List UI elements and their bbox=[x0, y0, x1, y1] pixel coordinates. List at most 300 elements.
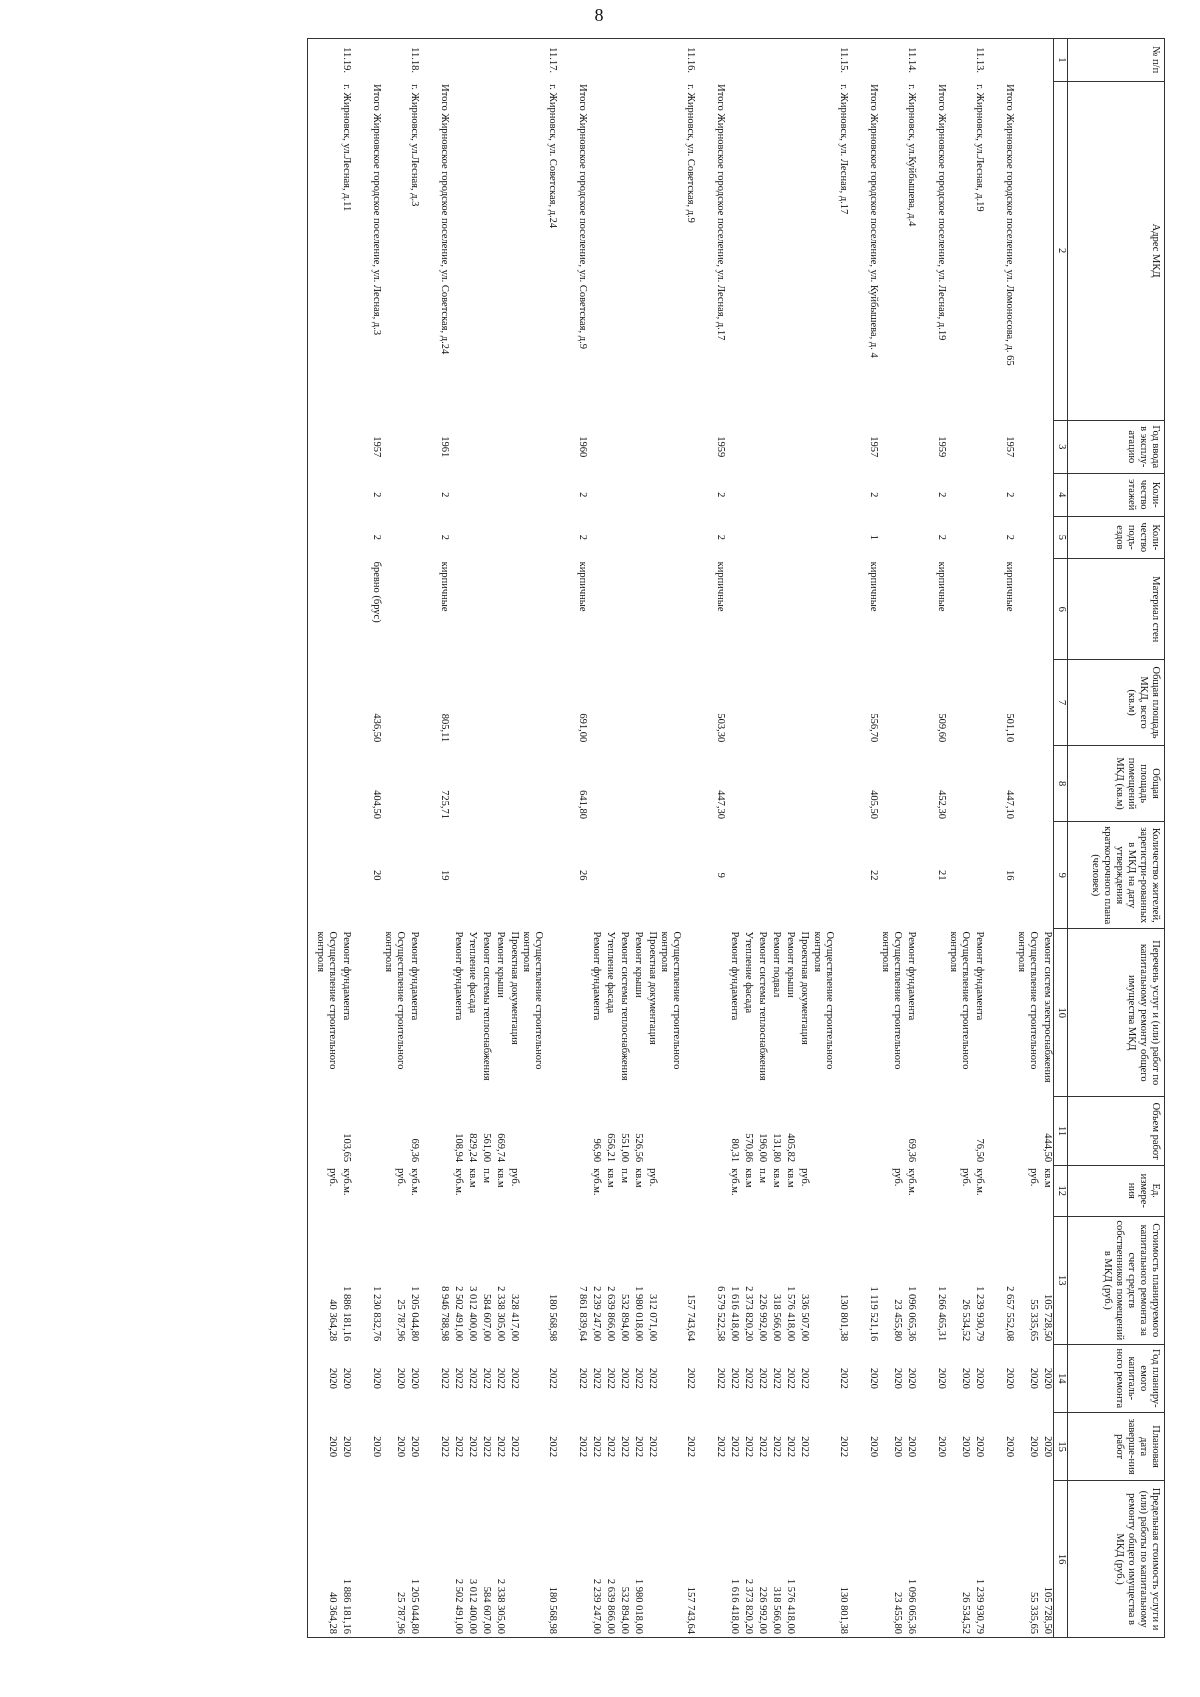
column-number-cell: 11 bbox=[1054, 1097, 1068, 1165]
table-cell bbox=[1015, 81, 1039, 420]
table-cell: 2 239 247,00 bbox=[591, 1286, 603, 1342]
table-cell: г. Жирновск, ул. Лесная, д.17 bbox=[837, 84, 849, 215]
table-cell bbox=[903, 420, 917, 473]
table-cell bbox=[478, 822, 492, 929]
table-cell bbox=[630, 745, 644, 822]
table-cell bbox=[630, 822, 644, 929]
table-cell: п.м bbox=[481, 1168, 493, 1184]
table-row bbox=[382, 39, 406, 1638]
table-cell bbox=[1015, 516, 1039, 559]
table-cell bbox=[1001, 1097, 1015, 1165]
table-cell: 1 576 418,00 bbox=[785, 1286, 797, 1342]
table-cell bbox=[630, 81, 644, 420]
table-cell bbox=[835, 745, 849, 822]
table-cell: 2020 bbox=[409, 1367, 421, 1389]
table-cell bbox=[947, 559, 971, 660]
table-cell: 11.16. bbox=[683, 39, 697, 82]
table-cell bbox=[574, 1097, 588, 1165]
header-cell: Год ввода в эксплу-атацию bbox=[1068, 420, 1165, 473]
table-cell: куб.м. bbox=[591, 1168, 603, 1196]
table-cell bbox=[478, 559, 492, 660]
header-cell: Перечень услуг и (или) работ по капитальному ремонту общего имущества МКД bbox=[1068, 929, 1165, 1097]
table-cell bbox=[644, 39, 658, 82]
table-cell: 180 568,98 bbox=[547, 1293, 559, 1342]
table-cell bbox=[520, 660, 544, 745]
column-number-cell: 14 bbox=[1054, 1344, 1068, 1412]
table-cell: 2022 bbox=[837, 1367, 849, 1389]
table-row bbox=[971, 39, 985, 1638]
table-cell bbox=[741, 473, 755, 516]
table-cell: г. Жирновск, ул. Советская, д.24 bbox=[547, 84, 559, 229]
table-cell bbox=[588, 39, 602, 82]
table-cell: Ремонт фундамента bbox=[409, 931, 421, 1021]
table-cell: 2020 bbox=[867, 1436, 879, 1458]
table-cell: 1 205 044,80 bbox=[409, 1286, 421, 1342]
table-cell: кв.м bbox=[605, 1168, 617, 1188]
table-cell: 2020 bbox=[371, 1436, 383, 1458]
table-cell: 2 373 820,20 bbox=[741, 1481, 755, 1638]
table-cell: кв.м bbox=[771, 1168, 783, 1188]
table-cell bbox=[478, 81, 492, 420]
table-cell: г. Жирновск, ул. Советская, д.9 bbox=[685, 84, 697, 223]
table-cell bbox=[588, 559, 602, 660]
table-cell bbox=[811, 473, 835, 516]
table-cell bbox=[450, 822, 464, 929]
table-cell bbox=[769, 822, 783, 929]
table-cell bbox=[879, 1097, 903, 1165]
table-cell bbox=[741, 822, 755, 929]
table-cell bbox=[658, 473, 682, 516]
table-cell bbox=[478, 473, 492, 516]
table-cell bbox=[520, 1165, 544, 1216]
table-cell: 6 579 522,58 bbox=[715, 1286, 727, 1342]
table-cell bbox=[630, 660, 644, 745]
table-cell bbox=[368, 1165, 382, 1216]
table-cell bbox=[783, 420, 797, 473]
table-cell bbox=[1039, 473, 1054, 516]
table-cell bbox=[382, 1097, 406, 1165]
table-cell bbox=[797, 516, 811, 559]
table-cell bbox=[713, 1165, 727, 1216]
table-cell bbox=[727, 81, 741, 420]
table-cell: 11.14. bbox=[903, 39, 917, 82]
table-cell bbox=[811, 660, 835, 745]
table-cell bbox=[368, 1481, 382, 1638]
table-cell bbox=[574, 1165, 588, 1216]
table-cell: 2020 bbox=[959, 1436, 971, 1458]
total-row bbox=[368, 39, 382, 1638]
table-cell: 226 992,00 bbox=[755, 1481, 769, 1638]
table-cell bbox=[727, 822, 741, 929]
table-cell bbox=[436, 39, 450, 82]
table-cell bbox=[464, 559, 478, 660]
table-cell bbox=[769, 745, 783, 822]
spacer-row bbox=[420, 39, 436, 1638]
table-cell bbox=[971, 420, 985, 473]
table-cell bbox=[338, 745, 352, 822]
table-cell bbox=[811, 559, 835, 660]
table-cell bbox=[588, 660, 602, 745]
table-cell bbox=[1015, 473, 1039, 516]
table-cell bbox=[616, 745, 630, 822]
table-cell bbox=[630, 473, 644, 516]
header-cell: Плановая дата заверше-ния работ bbox=[1068, 1412, 1165, 1480]
table-cell bbox=[544, 660, 558, 745]
table-row bbox=[492, 39, 506, 1638]
table-cell bbox=[741, 516, 755, 559]
table-cell bbox=[406, 822, 420, 929]
table-row bbox=[314, 39, 338, 1638]
table-cell: 1 266 465,31 bbox=[935, 1286, 947, 1342]
table-cell bbox=[382, 473, 406, 516]
table-cell: 2022 bbox=[743, 1367, 755, 1389]
table-cell: 2 bbox=[935, 534, 947, 540]
table-cell bbox=[506, 473, 520, 516]
table-cell: руб. bbox=[327, 1168, 339, 1187]
table-cell: 2022 bbox=[509, 1436, 521, 1458]
table-cell bbox=[602, 745, 616, 822]
table-cell bbox=[520, 1481, 544, 1638]
table-cell bbox=[971, 516, 985, 559]
table-cell: 2 502 491,00 bbox=[453, 1286, 465, 1342]
table-cell: 131,80 bbox=[771, 1133, 783, 1163]
table-cell bbox=[574, 929, 588, 1097]
table-cell: 503,30 bbox=[715, 713, 727, 743]
table-cell bbox=[314, 516, 338, 559]
table-cell bbox=[903, 473, 917, 516]
table-cell bbox=[644, 1481, 658, 1638]
table-cell: 691,00 bbox=[577, 713, 589, 743]
table-cell: 2022 bbox=[757, 1367, 769, 1389]
table-cell: 2020 bbox=[371, 1367, 383, 1389]
table-cell: 447,30 bbox=[715, 790, 727, 819]
table-cell: 2020 bbox=[1003, 1436, 1015, 1458]
table-cell: 11.19. bbox=[338, 39, 352, 82]
table-cell bbox=[783, 516, 797, 559]
table-cell: 2020 bbox=[341, 1436, 353, 1458]
table-cell: Осуществление строительного контроля bbox=[521, 931, 545, 1070]
table-cell bbox=[947, 660, 971, 745]
table-cell bbox=[797, 39, 811, 82]
table-cell: Осуществление строительного контроля bbox=[947, 931, 971, 1070]
table-cell bbox=[797, 822, 811, 929]
table-cell bbox=[520, 473, 544, 516]
table-cell: 2 657 552,08 bbox=[1003, 1286, 1015, 1342]
table-row bbox=[797, 39, 811, 1638]
table-cell: 336 507,00 bbox=[799, 1293, 811, 1342]
table-cell bbox=[683, 473, 697, 516]
table-cell bbox=[658, 39, 682, 82]
spacer-row bbox=[352, 39, 368, 1638]
table-cell: 1959 bbox=[715, 436, 727, 458]
table-row bbox=[1015, 39, 1039, 1638]
table-cell: 584 607,00 bbox=[481, 1293, 493, 1342]
table-cell bbox=[644, 420, 658, 473]
table-cell: п.м bbox=[619, 1168, 631, 1184]
table-cell bbox=[933, 39, 947, 82]
table-cell: 641,80 bbox=[577, 790, 589, 819]
table-cell bbox=[769, 473, 783, 516]
table-cell: 1 119 521,16 bbox=[867, 1286, 879, 1342]
table-cell bbox=[450, 81, 464, 420]
total-row bbox=[574, 39, 588, 1638]
table-cell: куб.м. bbox=[905, 1168, 917, 1196]
table-cell bbox=[683, 822, 697, 929]
header-cell: Коли-чество подъ-ездов bbox=[1068, 516, 1165, 559]
table-cell bbox=[1015, 420, 1039, 473]
table-cell bbox=[382, 559, 406, 660]
table-cell bbox=[436, 1481, 450, 1638]
table-cell: 2022 bbox=[799, 1436, 811, 1458]
table-cell: кв.м bbox=[1042, 1168, 1053, 1188]
table-cell bbox=[879, 420, 903, 473]
table-cell bbox=[683, 420, 697, 473]
table-cell: 2022 bbox=[509, 1367, 521, 1389]
table-cell: 2020 bbox=[905, 1367, 917, 1389]
table-cell bbox=[658, 660, 682, 745]
table-cell bbox=[947, 745, 971, 822]
table-cell: 2 bbox=[371, 534, 383, 540]
table-cell: 328 417,00 bbox=[509, 1293, 521, 1342]
table-cell bbox=[436, 1165, 450, 1216]
table-cell: 2 bbox=[577, 534, 589, 540]
table-cell: 669,74 bbox=[495, 1133, 507, 1163]
table-cell: 1 616 418,00 bbox=[727, 1481, 741, 1638]
table-cell bbox=[879, 822, 903, 929]
table-row bbox=[338, 39, 352, 1638]
table-cell bbox=[314, 745, 338, 822]
table-cell bbox=[797, 81, 811, 420]
table-cell: 2 bbox=[1003, 492, 1015, 498]
table-cell: 452,30 bbox=[935, 790, 947, 819]
table-cell: 1 096 065,36 bbox=[905, 1286, 917, 1342]
table-cell bbox=[933, 1481, 947, 1638]
table-cell: 1957 bbox=[1003, 436, 1015, 458]
table-cell bbox=[865, 1481, 879, 1638]
column-number-cell: 13 bbox=[1054, 1216, 1068, 1344]
table-cell bbox=[947, 822, 971, 929]
table-cell: кв.м bbox=[467, 1168, 479, 1188]
table-cell bbox=[338, 660, 352, 745]
table-cell: 2020 bbox=[327, 1367, 339, 1389]
table-cell bbox=[658, 1165, 682, 1216]
table-row bbox=[903, 39, 917, 1638]
table-row bbox=[602, 39, 616, 1638]
table-cell: 2020 bbox=[891, 1367, 903, 1389]
table-cell bbox=[683, 745, 697, 822]
table-cell bbox=[602, 473, 616, 516]
header-cell: Общая площадь помещений МКД (кв.м) bbox=[1068, 745, 1165, 822]
table-cell: 532 894,00 bbox=[616, 1481, 630, 1638]
table-cell: 20 bbox=[371, 869, 383, 881]
spacer-row bbox=[697, 39, 713, 1638]
table-cell: 105 728,50 bbox=[1042, 1293, 1053, 1342]
table-cell: 551,00 bbox=[619, 1133, 631, 1163]
table-cell bbox=[544, 929, 558, 1097]
column-number-cell: 2 bbox=[1054, 81, 1068, 420]
table-cell bbox=[713, 1481, 727, 1638]
table-cell bbox=[1039, 420, 1054, 473]
table-cell: Итого Жирновское городское поселение, ул. Ломоносова, д. 65 bbox=[1003, 84, 1015, 366]
table-cell: Итого Жирновское городское поселение, ул. Лесная, д.19 bbox=[935, 84, 947, 341]
header-cell: Общая площадь МКД, всего (кв.м) bbox=[1068, 660, 1165, 745]
table-cell bbox=[1015, 1097, 1039, 1165]
table-cell bbox=[769, 660, 783, 745]
table-cell bbox=[658, 1216, 682, 1344]
table-cell bbox=[811, 81, 835, 420]
table-cell: 7 861 839,64 bbox=[577, 1286, 589, 1342]
table-cell bbox=[879, 39, 903, 82]
header-cell: Объем работ bbox=[1068, 1097, 1165, 1165]
table-cell bbox=[436, 929, 450, 1097]
table-cell bbox=[933, 929, 947, 1097]
table-cell: 1 205 044,80 bbox=[406, 1481, 420, 1638]
table-cell bbox=[903, 822, 917, 929]
table-cell: 2 639 866,00 bbox=[602, 1481, 616, 1638]
table-cell: 318 566,00 bbox=[769, 1481, 783, 1638]
table-cell bbox=[683, 660, 697, 745]
header-cell: Год планиру-емого капиталь-ного ремонта bbox=[1068, 1344, 1165, 1412]
column-number-cell: 16 bbox=[1054, 1481, 1068, 1638]
table-cell: 2 338 305,00 bbox=[492, 1481, 506, 1638]
table-cell bbox=[835, 1097, 849, 1165]
table-cell: 2022 bbox=[785, 1367, 797, 1389]
table-cell bbox=[436, 1097, 450, 1165]
table-cell: 2022 bbox=[439, 1436, 451, 1458]
table-cell bbox=[783, 745, 797, 822]
table-cell: 40 364,28 bbox=[327, 1299, 339, 1342]
table-cell: Ремонт фундамента bbox=[591, 931, 603, 1021]
table-cell bbox=[544, 473, 558, 516]
column-number-cell: 3 bbox=[1054, 420, 1068, 473]
table-cell bbox=[1039, 745, 1054, 822]
table-cell: 2 bbox=[715, 534, 727, 540]
table-cell bbox=[644, 822, 658, 929]
table-cell bbox=[755, 39, 769, 82]
spacer-row bbox=[985, 39, 1001, 1638]
table-cell: кирпичные bbox=[935, 561, 947, 612]
table-cell: Ремонт системы теплоснабжения bbox=[619, 931, 631, 1081]
table-cell: 2020 bbox=[341, 1367, 353, 1389]
table-cell: 1959 bbox=[935, 436, 947, 458]
table-cell bbox=[879, 473, 903, 516]
table-cell: 2020 bbox=[935, 1367, 947, 1389]
table-cell: 1960 bbox=[577, 436, 589, 458]
table-cell: 725,71 bbox=[439, 790, 451, 819]
table-row bbox=[835, 39, 849, 1638]
table-cell: Ремонт системы теплоснабжения bbox=[757, 931, 769, 1081]
table-cell: 11.17. bbox=[544, 39, 558, 82]
table-cell bbox=[1039, 660, 1054, 745]
table-cell: Утепление фасада bbox=[467, 931, 479, 1014]
table-cell bbox=[903, 745, 917, 822]
table-cell bbox=[520, 1412, 544, 1480]
table-row bbox=[811, 39, 835, 1638]
table-cell bbox=[506, 1097, 520, 1165]
table-cell bbox=[741, 660, 755, 745]
table-cell bbox=[811, 1344, 835, 1412]
table-cell bbox=[933, 1097, 947, 1165]
table-cell: 76,50 bbox=[973, 1138, 985, 1163]
table-cell: Итого Жирновское городское поселение, ул. Лесная, д.17 bbox=[715, 84, 727, 341]
table-cell bbox=[506, 81, 520, 420]
table-row bbox=[544, 39, 558, 1638]
table-cell: 2022 bbox=[633, 1436, 645, 1458]
header-cell: Стоимость планируемого капитального ремонта за счет средств собственников помещений в МКД (руб.) bbox=[1068, 1216, 1165, 1344]
table-cell: 1 886 181,16 bbox=[341, 1286, 353, 1342]
table-cell bbox=[1001, 929, 1015, 1097]
table-cell bbox=[879, 516, 903, 559]
table-cell bbox=[368, 929, 382, 1097]
table-row bbox=[947, 39, 971, 1638]
table-cell bbox=[450, 420, 464, 473]
table-cell bbox=[755, 745, 769, 822]
table-cell: Ремонт систем электроснабжения bbox=[1042, 931, 1053, 1083]
table-cell bbox=[406, 473, 420, 516]
table-cell: 25 787,96 bbox=[382, 1481, 406, 1638]
table-cell: 656,21 bbox=[605, 1133, 617, 1163]
table-cell: 2022 bbox=[605, 1436, 617, 1458]
table-cell: руб. bbox=[1028, 1168, 1039, 1187]
header-cell: Ед. измере-ния bbox=[1068, 1165, 1165, 1216]
table-cell bbox=[616, 39, 630, 82]
table-cell bbox=[464, 745, 478, 822]
table-cell: руб. bbox=[891, 1168, 903, 1187]
table-cell bbox=[797, 1097, 811, 1165]
table-cell bbox=[520, 1344, 544, 1412]
table-row bbox=[783, 39, 797, 1638]
table-cell: куб.м. bbox=[729, 1168, 741, 1196]
table-cell bbox=[713, 1097, 727, 1165]
table-cell: 2022 bbox=[453, 1367, 465, 1389]
page-number: 8 bbox=[594, 5, 604, 25]
table-cell: 26 534,52 bbox=[959, 1299, 971, 1342]
table-cell: Ремонт фундамента bbox=[973, 931, 985, 1021]
table-cell bbox=[783, 473, 797, 516]
table-cell bbox=[1015, 660, 1039, 745]
table-cell: 2022 bbox=[577, 1436, 589, 1458]
table-cell bbox=[879, 660, 903, 745]
table-cell bbox=[879, 81, 903, 420]
table-cell: 3 012 400,00 bbox=[464, 1481, 478, 1638]
table-cell bbox=[835, 822, 849, 929]
table-cell bbox=[727, 39, 741, 82]
table-cell bbox=[811, 745, 835, 822]
table-cell: 556,70 bbox=[867, 713, 879, 743]
table-cell: 40 364,28 bbox=[314, 1481, 338, 1638]
table-cell bbox=[971, 559, 985, 660]
table-cell: 2020 bbox=[1028, 1367, 1039, 1389]
column-number-row bbox=[1054, 39, 1068, 1638]
table-cell bbox=[338, 822, 352, 929]
table-row bbox=[683, 39, 697, 1638]
table-cell bbox=[644, 559, 658, 660]
table-cell bbox=[492, 39, 506, 82]
table-row bbox=[406, 39, 420, 1638]
table-cell bbox=[630, 516, 644, 559]
table-cell bbox=[1039, 516, 1054, 559]
table-cell: 2 373 820,20 bbox=[743, 1286, 755, 1342]
table-cell bbox=[314, 1097, 338, 1165]
table-cell bbox=[835, 473, 849, 516]
table-cell: Ремонт фундамента bbox=[729, 931, 741, 1021]
table-cell bbox=[865, 1165, 879, 1216]
table-cell bbox=[602, 81, 616, 420]
table-cell: 2022 bbox=[605, 1367, 617, 1389]
table-cell bbox=[658, 745, 682, 822]
table-cell: 55 335,65 bbox=[1015, 1481, 1039, 1638]
column-number-cell: 8 bbox=[1054, 745, 1068, 822]
